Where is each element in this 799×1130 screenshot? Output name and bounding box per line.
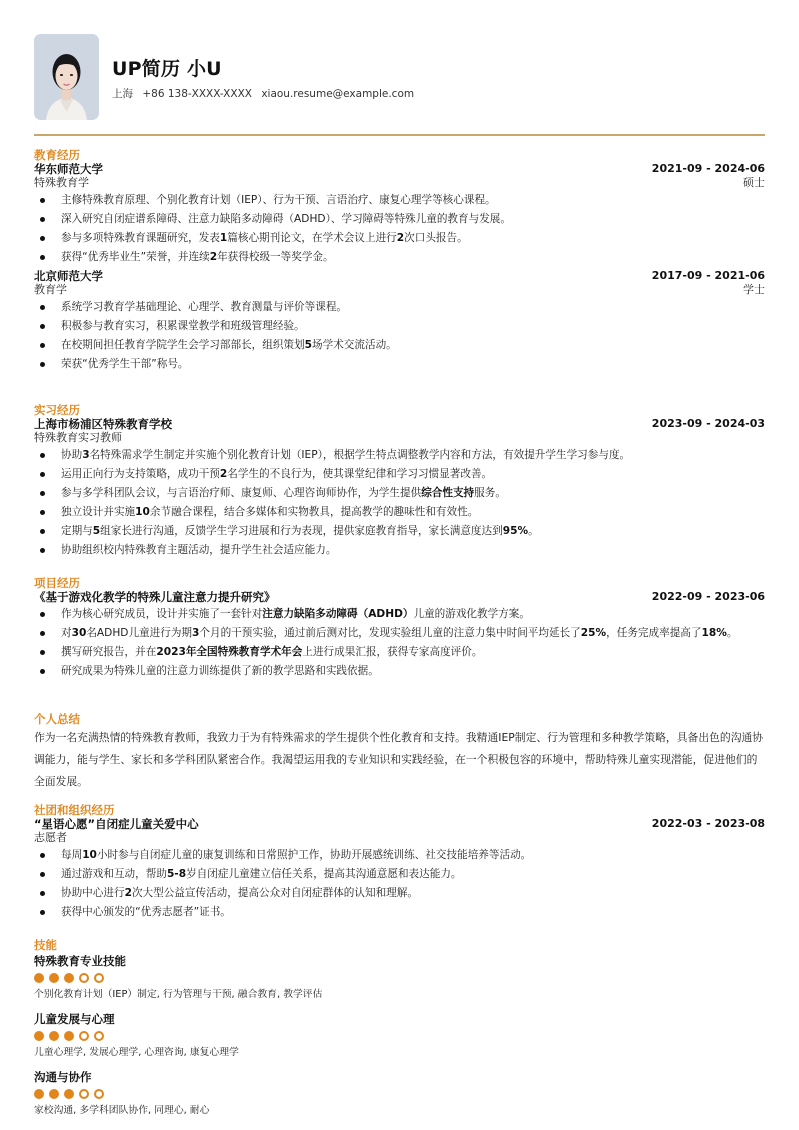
skill-detail: 儿童心理学, 发展心理学, 心理咨询, 康复心理学 (34, 1047, 239, 1058)
skill-item (34, 1012, 765, 1059)
bullet-item: 每周10小时参与自闭症儿童的康复训练和日常照护工作，协助开展感统训练、社交技能培养等活动。 (34, 848, 765, 862)
degree: 学士 (743, 283, 765, 296)
contact-phone: +86 138-XXXX-XXXX (142, 88, 252, 100)
projects-section (34, 576, 765, 683)
entry-date: 2021-09 - 2024-06 (651, 162, 765, 175)
skill-detail: 家校沟通, 多学科团队协作, 同理心, 耐心 (34, 1105, 210, 1116)
bullet-item: 独立设计并实施10余节融合课程，结合多媒体和实物教具，提高教学的趣味性和有效性。 (34, 505, 765, 519)
bullet-item: 系统学习教育学基础理论、心理学、教育测量与评价等课程。 (34, 300, 765, 314)
bullet-item: 协助中心进行2次大型公益宣传活动，提高公众对自闭症群体的认知和理解。 (34, 886, 765, 900)
bullet-list (34, 448, 765, 557)
rating-dot-filled-icon (64, 973, 74, 983)
internship-section (34, 403, 765, 562)
section-title-internship: 实习经历 (34, 403, 80, 417)
bullet-item: 参与多项特殊教育课题研究，发表1篇核心期刊论文，在学术会议上进行2次口头报告。 (34, 231, 765, 245)
bullet-item: 撰写研究报告，并在2023年全国特殊教育学术年会上进行成果汇报，获得专家高度评价。 (34, 645, 765, 659)
skill-rating (34, 1031, 765, 1041)
activities-section (34, 803, 765, 924)
skill-item (34, 954, 765, 1001)
section-title-skills: 技能 (34, 938, 57, 952)
rating-dot-filled-icon (34, 1031, 44, 1041)
rating-dot-empty-icon (94, 1089, 104, 1099)
rating-dot-filled-icon (49, 973, 59, 983)
project-entry (34, 590, 765, 678)
section-title-activities: 社团和组织经历 (34, 803, 115, 817)
rating-dot-empty-icon (94, 973, 104, 983)
rating-dot-filled-icon (49, 1089, 59, 1099)
bullet-item: 定期与5组家长进行沟通，反馈学生学习进展和行为表现，提供家庭教育指导，家长满意度达到95%。 (34, 524, 765, 538)
bullet-item: 在校期间担任教育学院学生会学习部部长，组织策划5场学术交流活动。 (34, 338, 765, 352)
school-name: 华东师范大学 (34, 162, 103, 176)
section-title-education: 教育经历 (34, 148, 80, 162)
project-name: 《基于游戏化教学的特殊儿童注意力提升研究》 (34, 590, 276, 604)
entry-date: 2023-09 - 2024-03 (651, 417, 765, 430)
entry-date: 2022-09 - 2023-06 (651, 590, 765, 603)
activity-entry (34, 817, 765, 919)
contact-city: 上海 (112, 88, 133, 100)
candidate-name: UP简历 小U (112, 58, 222, 80)
skill-rating (34, 1089, 765, 1099)
org-name: 上海市杨浦区特殊教育学校 (34, 417, 172, 431)
rating-dot-filled-icon (49, 1031, 59, 1041)
skills-section (34, 938, 765, 1128)
section-title-projects: 项目经历 (34, 576, 80, 590)
contact-line (112, 86, 420, 101)
bullet-item: 协助3名特殊需求学生制定并实施个别化教育计划（IEP），根据学生特点调整教学内容和方法，有效提升学生学习参与度。 (34, 448, 765, 462)
education-entry (34, 269, 765, 371)
header-divider (34, 134, 765, 136)
bullet-item: 协助组织校内特殊教育主题活动，提升学生社会适应能力。 (34, 543, 765, 557)
bullet-item: 积极参与教育实习，积累课堂教学和班级管理经验。 (34, 319, 765, 333)
bullet-item: 运用正向行为支持策略，成功干预2名学生的不良行为，使其课堂纪律和学习习惯显著改善。 (34, 467, 765, 481)
bullet-list (34, 607, 765, 678)
contact-email[interactable]: xiaou.resume@example.com (261, 88, 415, 100)
skill-item (34, 1070, 765, 1117)
bullet-item: 对30名ADHD儿童进行为期3个月的干预实验，通过前后测对比，发现实验组儿童的注意力集中时间平均延长了25%，任务完成率提高了18%。 (34, 626, 765, 640)
education-entry (34, 162, 765, 264)
rating-dot-filled-icon (64, 1031, 74, 1041)
org-name: “星语心愿”自闭症儿童关爱中心 (34, 817, 199, 831)
school-name: 北京师范大学 (34, 269, 103, 283)
role: 特殊教育实习教师 (34, 431, 122, 444)
bullet-list (34, 848, 765, 919)
bullet-item: 获得中心颁发的“优秀志愿者”证书。 (34, 905, 765, 919)
section-title-summary: 个人总结 (34, 712, 80, 726)
skill-name: 沟通与协作 (34, 1070, 92, 1084)
profile-photo (34, 34, 99, 120)
bullet-item: 主修特殊教育原理、个别化教育计划（IEP）、行为干预、言语治疗、康复心理学等核心课程。 (34, 193, 765, 207)
rating-dot-empty-icon (94, 1031, 104, 1041)
entry-date: 2017-09 - 2021-06 (651, 269, 765, 282)
bullet-item: 荣获“优秀学生干部”称号。 (34, 357, 765, 371)
role: 志愿者 (34, 831, 67, 844)
bullet-item: 获得“优秀毕业生”荣誉，并连续2年获得校级一等奖学金。 (34, 250, 765, 264)
major: 教育学 (34, 283, 67, 296)
major: 特殊教育学 (34, 176, 89, 189)
skill-detail: 个别化教育计划（IEP）制定, 行为管理与干预, 融合教育, 教学评估 (34, 989, 323, 1000)
summary-text: 作为一名充满热情的特殊教育教师，我致力于为有特殊需求的学生提供个性化教育和支持。我精通IEP制定、行为管理和多种教学策略，具备出色的沟通协调能力，能与学生、家长和多学科团队紧密合作。我渴望运用我的专业知识和实践经验，在一个积极包容的环境中，帮助特殊儿童实现潜能，促进他们的全面发展。 (34, 731, 764, 788)
degree: 硕士 (743, 176, 765, 189)
bullet-list (34, 193, 765, 264)
summary-section (34, 712, 765, 793)
bullet-item: 通过游戏和互动，帮助5-8岁自闭症儿童建立信任关系，提高其沟通意愿和表达能力。 (34, 867, 765, 881)
rating-dot-empty-icon (79, 1089, 89, 1099)
skill-name: 儿童发展与心理 (34, 1012, 115, 1026)
rating-dot-filled-icon (64, 1089, 74, 1099)
internship-entry (34, 417, 765, 557)
rating-dot-empty-icon (79, 973, 89, 983)
skill-rating (34, 973, 765, 983)
bullet-item: 参与多学科团队会议，与言语治疗师、康复师、心理咨询师协作，为学生提供综合性支持服务。 (34, 486, 765, 500)
rating-dot-filled-icon (34, 1089, 44, 1099)
portrait-icon (34, 34, 99, 120)
bullet-item: 深入研究自闭症谱系障碍、注意力缺陷多动障碍（ADHD）、学习障碍等特殊儿童的教育与发展。 (34, 212, 765, 226)
skills-list (34, 954, 765, 1117)
bullet-item: 研究成果为特殊儿童的注意力训练提供了新的教学思路和实践依据。 (34, 664, 765, 678)
bullet-list (34, 300, 765, 371)
bullet-item: 作为核心研究成员，设计并实施了一套针对注意力缺陷多动障碍（ADHD）儿童的游戏化教学方案。 (34, 607, 765, 621)
education-section (34, 148, 765, 376)
rating-dot-filled-icon (34, 973, 44, 983)
resume-header (34, 34, 765, 120)
entry-date: 2022-03 - 2023-08 (651, 817, 765, 830)
skill-name: 特殊教育专业技能 (34, 954, 126, 968)
rating-dot-empty-icon (79, 1031, 89, 1041)
